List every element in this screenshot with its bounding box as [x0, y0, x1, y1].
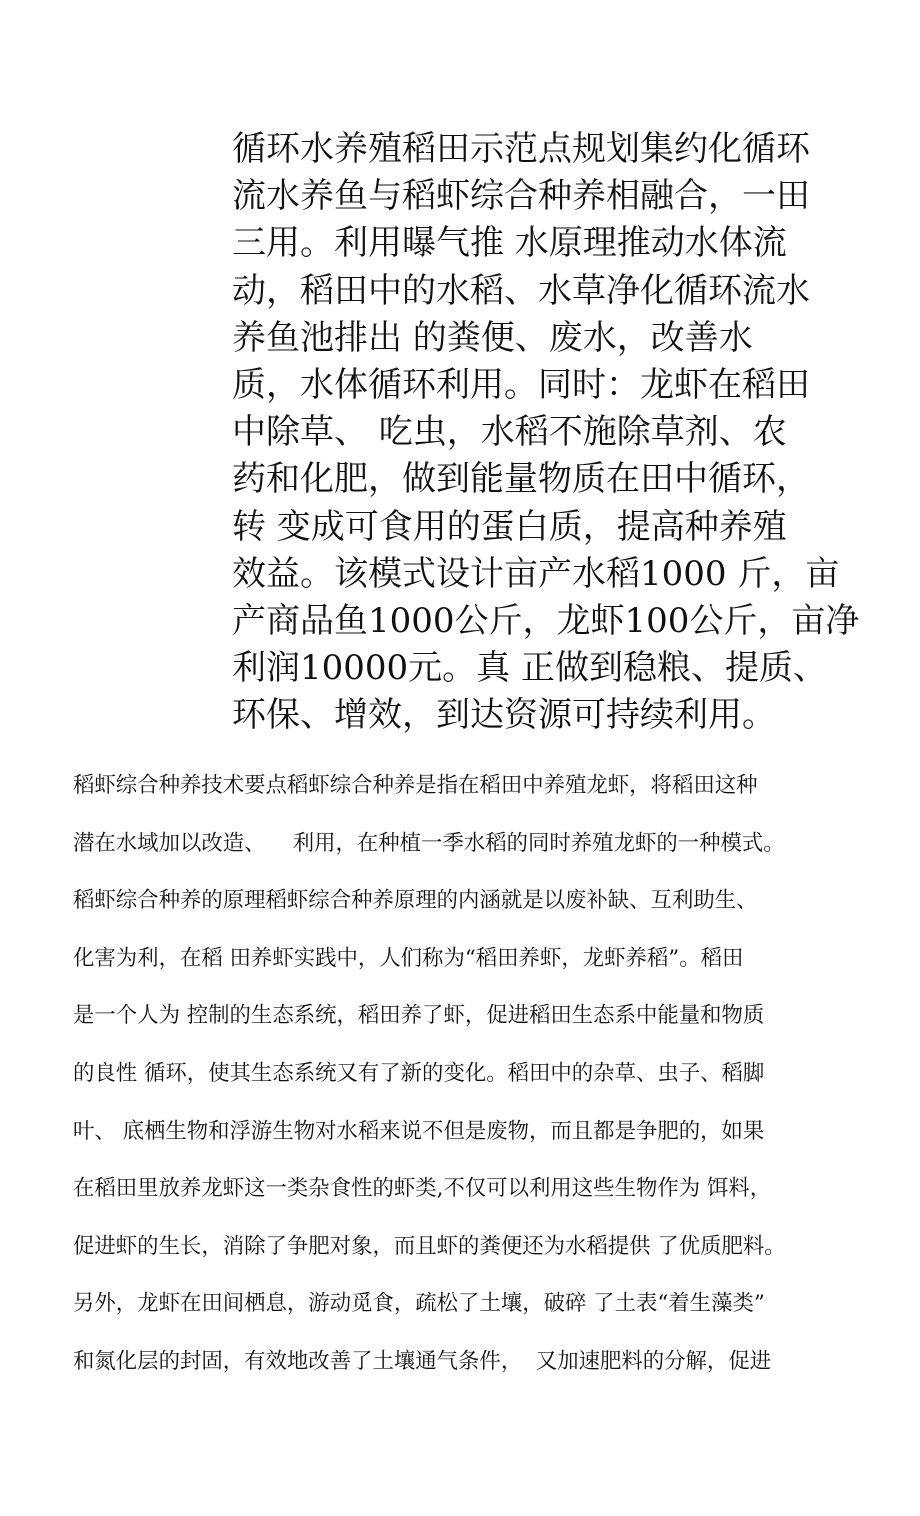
text-line: 药和化肥，做到能量物质在田中循环， — [232, 459, 810, 500]
text-line: 转 变成可食用的蛋白质，提高种养殖 — [232, 506, 787, 547]
lower-paragraph — [73, 757, 873, 1391]
text-line: 养鱼池排出 的粪便、废水，改善水 — [232, 317, 753, 358]
text-line: 的良性 循环，使其生态系统又有了新的变化。稻田中的杂草、虫子、稻脚 — [73, 1060, 765, 1086]
text-line: 效益。该模式设计亩产水稻1000 斤，亩 — [232, 553, 840, 594]
text-line: 质，水体循环利用。同时：龙虾在稻田 — [232, 364, 810, 405]
upper-paragraph — [232, 126, 872, 739]
text-line: 叶、 底栖生物和浮游生物对水稻来说不但是废物，而且都是争肥的，如果 — [73, 1118, 765, 1144]
text-line: 是一个人为 控制的生态系统，稻田养了虾，促进稻田生态系中能量和物质 — [73, 1003, 765, 1029]
text-line: 三用。利用曝气推 水原理推动水体流 — [232, 223, 787, 264]
text-line: 中除草、 吃虫，水稻不施除草剂、农 — [232, 412, 787, 453]
text-line: 和氮化层的封固，有效地改善了土壤通气条件， 又加速肥料的分解，促进 — [73, 1348, 772, 1374]
text-line: 动，稻田中的水稻、水草净化循环流水 — [232, 270, 810, 311]
text-line: 稻虾综合种养技术要点稻虾综合种养是指在稻田中养殖龙虾，将稻田这种 — [73, 773, 758, 798]
text-line: 潜在水域加以改造、 利用，在种植一季水稻的同时养殖龙虾的一种模式。 — [73, 830, 785, 856]
text-line: 产商品鱼1000公斤，龙虾100公斤，亩净 — [232, 600, 860, 641]
text-line: 促进虾的生长，消除了争肥对象，而且虾的粪便还为水稻提供 了优质肥料。 — [73, 1233, 786, 1259]
text-line: 在稻田里放养龙虾这一类杂食性的虾类,不仅可以利用这些生物作为 饵料， — [73, 1176, 772, 1202]
text-line: 化害为利，在稻 田养虾实践中，人们称为“稻田养虾，龙虾养稻”。稻田 — [73, 945, 744, 971]
text-line: 流水养鱼与稻虾综合种养相融合，一田 — [232, 176, 810, 217]
text-line: 另外，龙虾在田间栖息，游动觅食，疏松了土壤，破碎 了土表“着生藻类” — [73, 1291, 765, 1317]
text-line: 利润10000元。真 正做到稳粮、提质、 — [232, 648, 827, 689]
text-line: 环保、增效，到达资源可持续利用。 — [232, 695, 776, 736]
text-line: 循环水养殖稻田示范点规划集约化循环 — [232, 129, 810, 169]
text-line: 稻虾综合种养的原理稻虾综合种养原理的内涵就是以废补缺、互利助生、 — [73, 888, 758, 914]
